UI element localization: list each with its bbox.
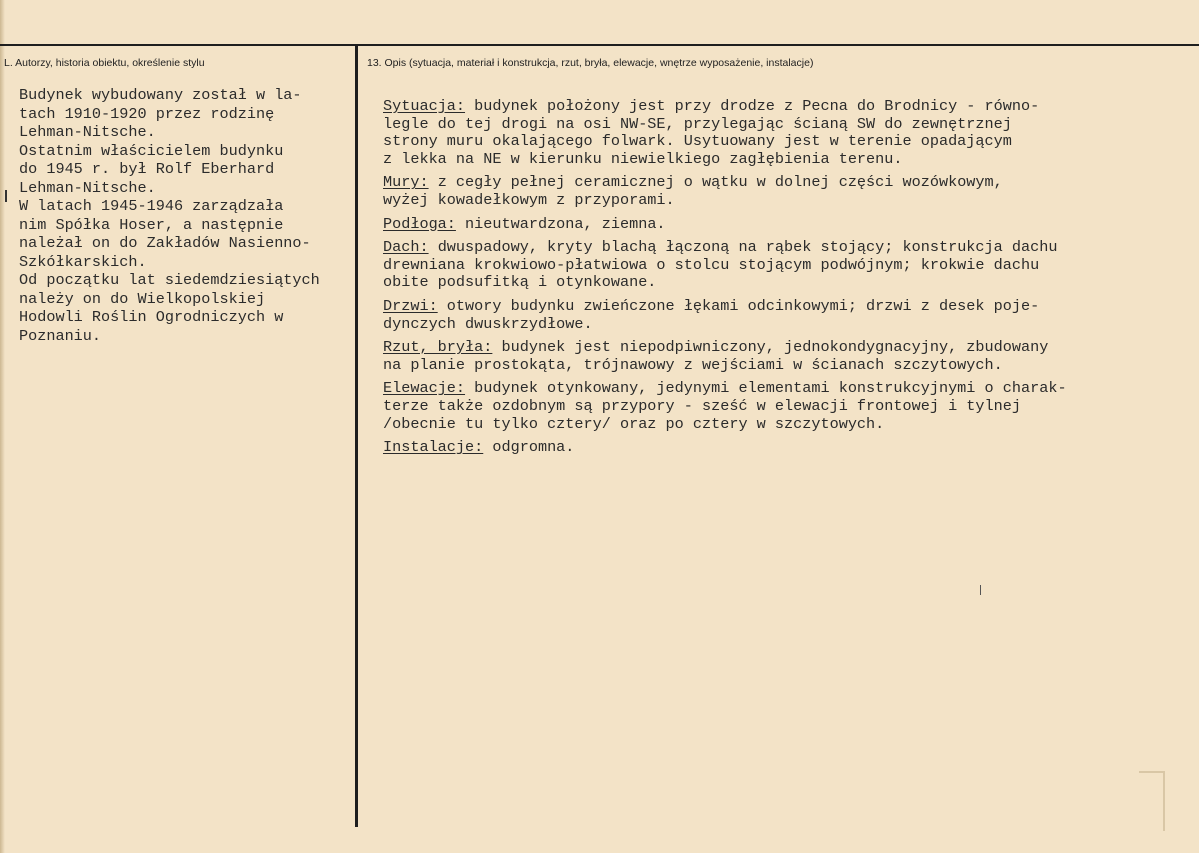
section-elewacje — [383, 380, 1183, 433]
description-text — [383, 98, 1183, 463]
column-divider — [355, 44, 358, 827]
section-body: budynek otynkowany, jedynymi elementami konstrukcyjnymi o charak- terze także ozdobnym są przypory - sześć w elewacji frontowej i tylnej /obecnie tu tylko cztery/ oraz po cztery w szczytowych. — [383, 379, 1067, 433]
section-body: otwory budynku zwieńczone łękami odcinkowymi; drzwi z desek poje- dynczych dwuskrzydłowe. — [383, 296, 1040, 333]
section-key: Sytuacja: — [383, 97, 466, 115]
history-text: Budynek wybudowany został w la- tach 1910-1920 przez rodzinę Lehman-Nitsche. Ostatnim właścicielem budynku do 1945 r. był Rolf Eberhard Lehman-Nitsche. W latach 1945-1946 zarządzała nim Spółka Hoser, a następnie należał on do Zakładów Nasienno- Szkółkarskich. Od początku lat siedemdziesiątych należy on do Wielkopolskiej Hodowli Roślin Ogrodniczych w Poznaniu. — [19, 86, 320, 345]
section-body: nieutwardzona, ziemna. — [455, 214, 666, 233]
section-key: Elewacje: — [383, 379, 466, 398]
paper-edge — [0, 0, 5, 853]
section-podloga — [383, 216, 1183, 234]
right-column-header: 13. Opis (sytuacja, materiał i konstrukcja, rzut, bryła, elewacje, wnętrze wyposażenie, instalacje) — [367, 57, 814, 69]
section-key: Podłoga: — [383, 214, 456, 233]
section-key: Dach: — [383, 238, 429, 257]
section-key: Mury: — [383, 173, 429, 192]
margin-tick — [5, 190, 7, 202]
top-rule — [0, 44, 1199, 46]
left-column-header: L. Autorzy, historia obiektu, określenie stylu — [4, 57, 205, 69]
section-key: Instalacje: — [383, 438, 484, 457]
section-key: Rzut, bryła: — [383, 338, 493, 357]
section-mury — [383, 174, 1183, 209]
section-instalacje — [383, 439, 1183, 457]
section-body: budynek położony jest przy drodze z Pecna do Brodnicy - równo- legle do tej drogi na osi NW-SE, przylegając ścianą SW do zewnętrznej strony muru okalającego folwark. Usytuowany jest w terenie opadającym z lekka na NE w kierunku niewielkiego zagłębienia terenu. — [383, 97, 1040, 168]
corner-mark — [1163, 771, 1165, 831]
section-key: Drzwi: — [383, 296, 438, 315]
corner-mark — [1139, 771, 1165, 773]
section-dach — [383, 239, 1183, 292]
section-body: z cegły pełnej ceramicznej o wątku w dolnej części wozówkowym, wyżej kowadełkowym z przyporami. — [383, 173, 1003, 209]
section-sytuacja — [383, 98, 1183, 168]
section-rzut-bryla — [383, 339, 1183, 374]
section-body: odgromna. — [483, 438, 575, 457]
section-body: budynek jest niepodpiwniczony, jednokondygnacyjny, zbudowany na planie prostokąta, trójnawowy z wejściami w ścianach szczytowych. — [383, 338, 1049, 374]
section-drzwi — [383, 298, 1183, 333]
margin-tick — [980, 585, 981, 595]
section-body: dwuspadowy, kryty blachą łączoną na rąbek stojący; konstrukcja dachu drewniana krokwiowo-płatwiowa o stolcu stojącym podwójnym; krokwie dachu obite podsufitką i otynkowane. — [383, 238, 1058, 292]
